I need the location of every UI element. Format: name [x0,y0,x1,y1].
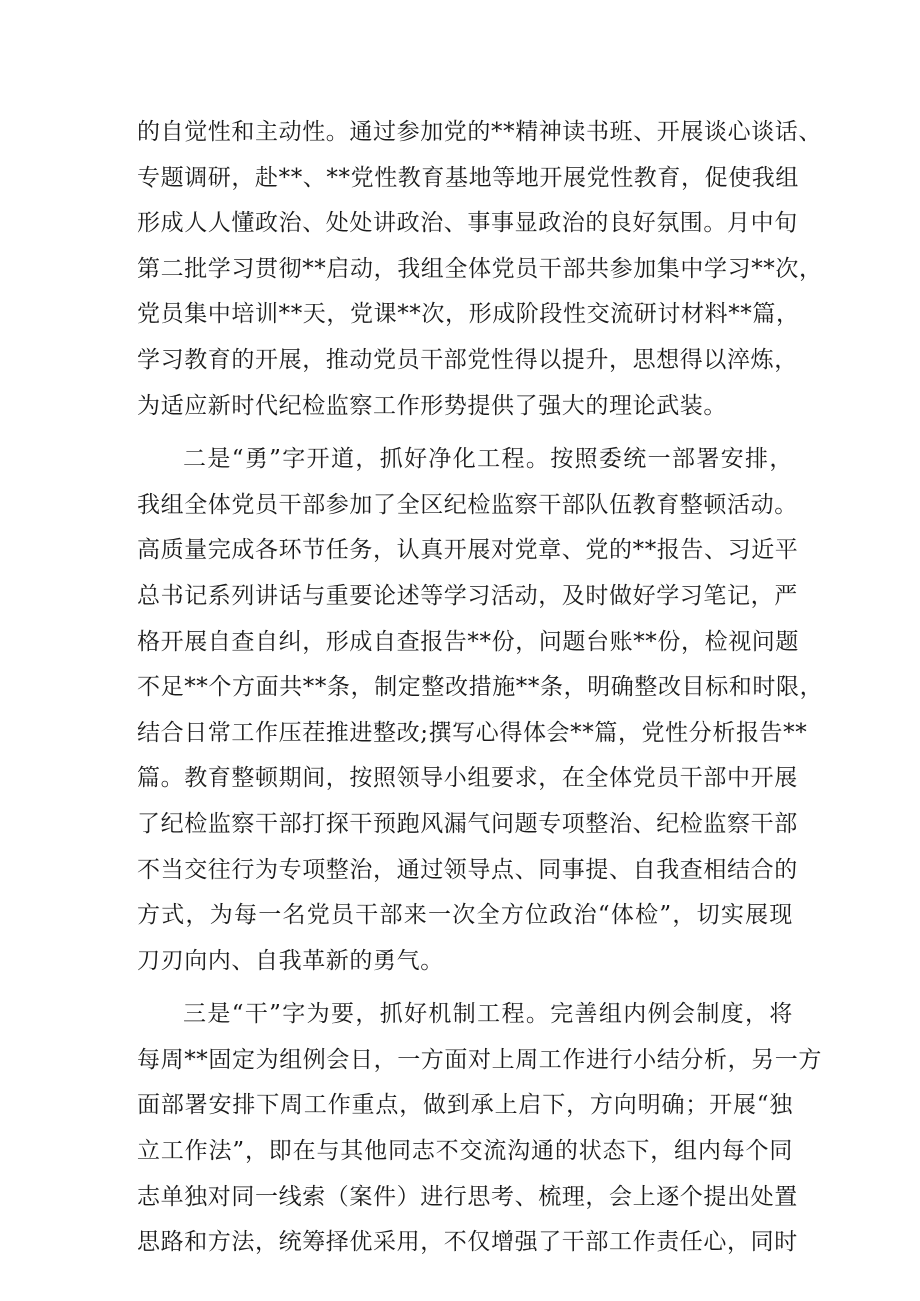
text-line: 每周**固定为组例会日，一方面对上周工作进行小结分析，另一方 [137,1046,822,1073]
text-line: 高质量完成各环节任务，认真开展对党章、党的**报告、习近平 [137,537,799,564]
text-line: 刀刃向内、自我革新的勇气。 [137,947,444,974]
text-line: 思路和方法，统筹择优采用，不仅增强了干部工作责任心，同时 [137,1229,798,1256]
text-line: 三是“干”字为要，抓好机制工程。完善组内例会制度，将 [183,1001,793,1028]
text-line: 格开展自查自纠，形成自查报告**份，问题台账**份，检视问题 [137,628,799,655]
text-line: 形成人人懂政治、处处讲政治、事事显政治的良好氛围。月中旬 [137,210,798,237]
text-line: 不足**个方面共**条，制定整改措施**条，明确整改目标和时限， [137,674,824,701]
paragraph-purification-project [137,437,824,984]
text-line: 篇。教育整顿期间，按照领导小组要求，在全体党员干部中开展 [137,765,798,792]
text-line: 志单独对同一线索（案件）进行思考、梳理，会上逐个提出处置 [137,1183,798,1210]
text-line: 学习教育的开展，推动党员干部党性得以提升，思想得以淬炼， [137,346,798,373]
text-line: 立工作法”，即在与其他同志不交流沟通的状态下，组内每个同 [137,1138,793,1165]
paragraph-mechanism-project [137,992,822,1266]
text-line: 第二批学习贯彻**启动，我组全体党员干部共参加集中学习**次， [137,255,823,282]
text-line: 二是“勇”字开道，抓好净化工程。按照委统一部署安排， [183,446,793,473]
text-line: 不当交往行为专项整治，通过领导点、同事提、自我查相结合的 [137,856,798,883]
document-body [137,110,824,1266]
text-line: 专题调研，赴**、**党性教育基地等地开展党性教育，促使我组 [137,164,799,191]
text-line: 为适应新时代纪检监察工作形势提供了强大的理论武装。 [137,392,727,419]
text-line: 面部署安排下周工作重点，做到承上启下，方向明确；开展“独 [137,1092,793,1119]
paragraph-study-education [137,110,823,429]
text-line: 的自觉性和主动性。通过参加党的**精神读书班、开展谈心谈话、 [137,119,822,145]
text-line: 结合日常工作压茬推进整改;撰写心得体会**篇，党性分析报告** [137,719,808,746]
text-line: 党员集中培训**天，党课**次，形成阶段性交流研讨材料**篇， [137,301,800,328]
text-line: 总书记系列讲话与重要论述等学习活动，及时做好学习笔记，严 [137,582,798,609]
text-line: 方式，为每一名党员干部来一次全方位政治“体检”，切实展现 [137,902,793,929]
text-line: 了纪检监察干部打探干预跑风漏气问题专项整治、纪检监察干部 [137,810,798,837]
text-line: 我组全体党员干部参加了全区纪检监察干部队伍教育整顿活动。 [137,491,798,518]
